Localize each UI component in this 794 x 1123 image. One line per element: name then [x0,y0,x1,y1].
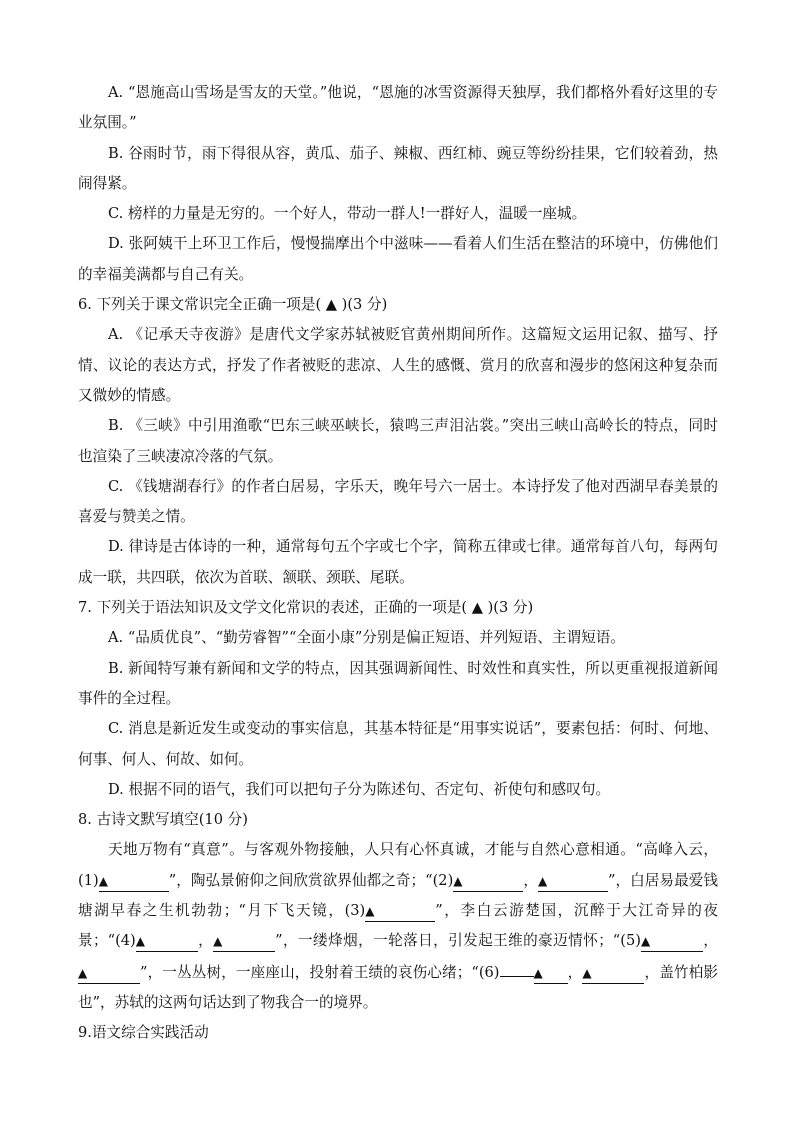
q5-option-a: A. “恩施高山雪场是雪友的天堂。”他说，“恩施的冰雪资源得天独厚，我们都格外看好这里的专业氛围。” [78,84,718,132]
q8-text-7: ，盖竹柏影也”，苏轼的这两句话达到了物我合一的境界。 [78,963,718,1011]
blank-mark-icon: ▲ [135,934,145,949]
q8-text-3: ”，白居易最爱钱塘湖早春之生机勃勃；“月下飞天镜， [78,871,718,920]
q8-blank-3[interactable] [365,902,435,922]
q8-separator-2: ， [523,871,538,889]
blank-mark-icon: ▲ [213,934,223,949]
q7-option-a: A. “品质优良”、“勤劳睿智”“全面小康”分别是偏正短语、并列短语、主谓短语。 [108,629,625,647]
q8-blank-1[interactable] [99,872,169,892]
q8-blank-2a[interactable] [453,872,523,892]
blank-mark-icon: ▲ [533,965,543,980]
q8-number-2: (2) [432,871,454,889]
q8-blank-5a[interactable] [641,932,703,952]
q8-blank-4b[interactable] [213,932,275,952]
q8-blank-6a-end[interactable] [534,964,568,984]
q8-blank-5b[interactable] [78,964,140,984]
blank-mark-icon: ▲ [640,934,651,949]
q7-option-c: C. 消息是新近发生或变动的事实信息，其基本特征是“用事实说话”，要素包括：何时、何地、何事、何人、何故、如何。 [78,720,718,768]
q6-option-d: D. 律诗是古体诗的一种，通常每句五个字或七个字，简称五律或七律。通常每首八句，每两句成一联，共四联，依次为首联、颔联、颈联、尾联。 [78,538,718,586]
q8-blank-6a-start[interactable] [500,957,534,977]
q8-number-3: (3) [344,902,366,920]
q8-number-5: (5) [620,932,641,950]
q5-option-c: C. 榜样的力量是无穷的。一个好人，带动一群人!一群好人，温暖一座城。 [108,205,587,223]
q8-number-4: (4) [115,932,136,950]
q8-passage [78,835,718,1018]
q8-separator-5: ， [702,932,718,950]
q7-option-b: B. 新闻特写兼有新闻和文学的特点，因其强调新闻性、时效性和真实性，所以更重视报道新闻事件的全过程。 [78,659,718,707]
blank-mark-icon: ▲ [453,873,463,888]
q6-stem: 6. 下列关于课文常识完全正确一项是( ▲ )(3 分) [78,296,388,314]
blank-mark-icon: ▲ [365,904,375,919]
blank-mark-icon: ▲ [582,965,592,980]
q8-separator-6: ， [567,963,583,981]
q5-option-b: B. 谷雨时节，雨下得很从容，黄瓜、茄子、辣椒、西红柿、豌豆等纷纷挂果，它们较着劲，热闹得紧。 [78,144,718,192]
q6-option-b: B. 《三峡》中引用渔歌“巴东三峡巫峡长，猿鸣三声泪沾裳。”突出三峡山高岭长的特点，同时也渲染了三峡凄凉冷落的气氛。 [78,417,718,465]
blank-mark-icon: ▲ [98,873,108,888]
blank-mark-icon: ▲ [537,873,548,888]
q8-text-1: 天地万物有“真意”。与客观外物接触，人只有心怀真诚，才能与自然心意相通。“高峰入云， [108,841,718,859]
q8-blank-6b[interactable] [582,964,644,984]
q8-number-6: (6) [478,963,500,981]
q8-text-4: ”，李白云游楚国，沉醉于大江奇异的夜景；“ [78,902,718,950]
blank-mark-icon: ▲ [78,965,88,980]
q8-blank-4a[interactable] [136,932,198,952]
exam-page [78,78,718,1049]
q5-option-d: D. 张阿姨干上环卫工作后，慢慢揣摩出个中滋味——看着人们生活在整洁的环境中，仿佛他们的幸福美满都与自己有关。 [78,235,718,283]
q6-option-c: C. 《钱塘湖春行》的作者白居易，字乐天，晚年号六一居士。本诗抒发了他对西湖早春美景的喜爱与赞美之情。 [78,477,718,526]
q8-text-5: ”，一缕烽烟，一轮落日，引发起王维的豪迈情怀；“ [275,932,621,950]
q9-stem: 9.语文综合实践活动 [78,1024,209,1042]
q8-separator-4: ， [197,932,214,950]
q8-text-6: ”，一丛丛树，一座座山，投射着王绩的哀伤心绪；“ [140,963,479,981]
q6-option-a: A. 《记承天寺夜游》是唐代文学家苏轼被贬官黄州期间所作。这篇短文运用记叙、描写、抒情、议论的表达方式，抒发了作者被贬的悲凉、人生的感慨、赏月的欣喜和漫步的悠闲这种复杂而又微妙的情感。 [78,326,718,404]
q8-blank-2b[interactable] [538,872,608,892]
q7-option-d: D. 根据不同的语气，我们可以把句子分为陈述句、否定句、祈使句和感叹句。 [108,780,611,798]
q8-stem: 8. 古诗文默写填空(10 分) [78,811,248,829]
q8-number-1: (1) [78,871,99,889]
q8-text-2: ”，陶弘景俯仰之间欣赏欲界仙都之奇；“ [168,871,433,889]
q7-stem: 7. 下列关于语法知识及文学文化常识的表述，正确的一项是( ▲ )(3 分) [78,599,534,617]
